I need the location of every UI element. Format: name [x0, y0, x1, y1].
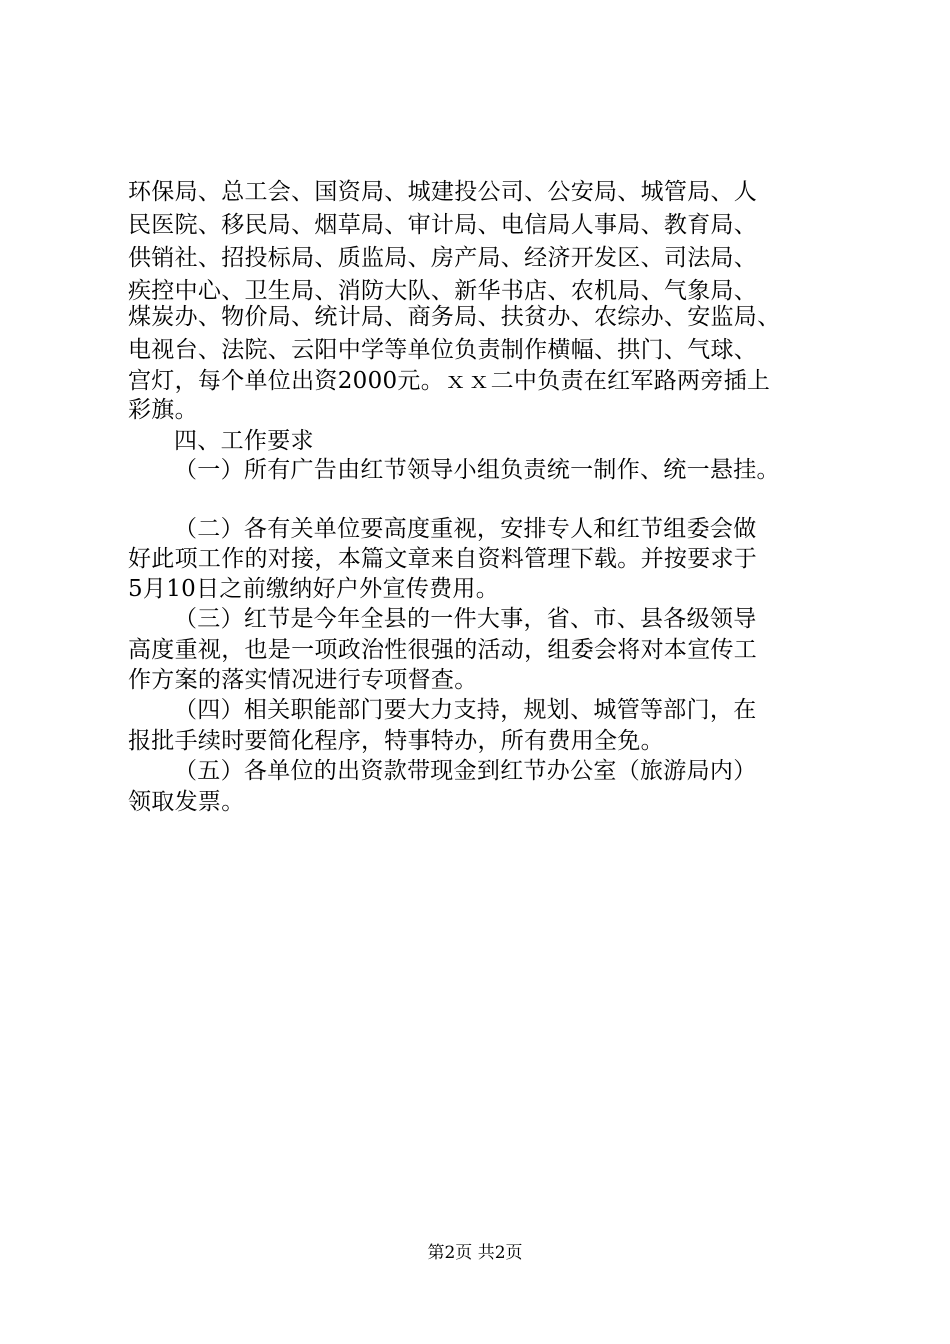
page-number-footer: 第2页 共2页: [427, 1243, 523, 1263]
body-text-line: 彩旗。: [128, 397, 198, 423]
body-text-line: 报批手续时要简化程序，特事特办，所有费用全免。: [128, 728, 664, 754]
requirement-item-5: （五）各单位的出资款带现金到红节办公室（旅游局内）: [174, 758, 757, 784]
body-text-line: 5月10日之前缴纳好户外宣传费用。: [128, 576, 499, 602]
body-text-line: 高度重视，也是一项政治性很强的活动，组委会将对本宣传工: [128, 637, 758, 663]
requirement-item-4: （四）相关职能部门要大力支持，规划、城管等部门，在: [174, 697, 757, 723]
body-text-line: 供销社、招投标局、质监局、房产局、经济开发区、司法局、: [128, 245, 758, 271]
body-text-line: 领取发票。: [128, 789, 245, 815]
body-text-line: 电视台、法院、云阳中学等单位负责制作横幅、拱门、气球、: [128, 337, 758, 363]
body-text-line: 民医院、移民局、烟草局、审计局、电信局人事局、教育局、: [128, 212, 758, 238]
body-text-line: 煤炭办、物价局、统计局、商务局、扶贫办、农综办、安监局、: [128, 304, 781, 330]
body-text-line: 环保局、总工会、国资局、城建投公司、公安局、城管局、人: [128, 179, 758, 205]
requirement-item-1: （一）所有广告由红节领导小组负责统一制作、统一悬挂。: [174, 457, 780, 483]
body-text-line: 宫灯，每个单位出资2000元。ｘｘ二中负责在红军路两旁插上: [128, 368, 771, 394]
section-heading: 四、工作要求: [174, 428, 314, 454]
body-text-line: 好此项工作的对接，本篇文章来自资料管理下载。并按要求于: [128, 546, 758, 572]
body-text-line: 疾控中心、卫生局、消防大队、新华书店、农机局、气象局、: [128, 278, 758, 304]
body-text-line: 作方案的落实情况进行专项督查。: [128, 667, 478, 693]
requirement-item-3: （三）红节是今年全县的一件大事，省、市、县各级领导: [174, 606, 757, 632]
requirement-item-2: （二）各有关单位要高度重视，安排专人和红节组委会做: [174, 516, 757, 542]
